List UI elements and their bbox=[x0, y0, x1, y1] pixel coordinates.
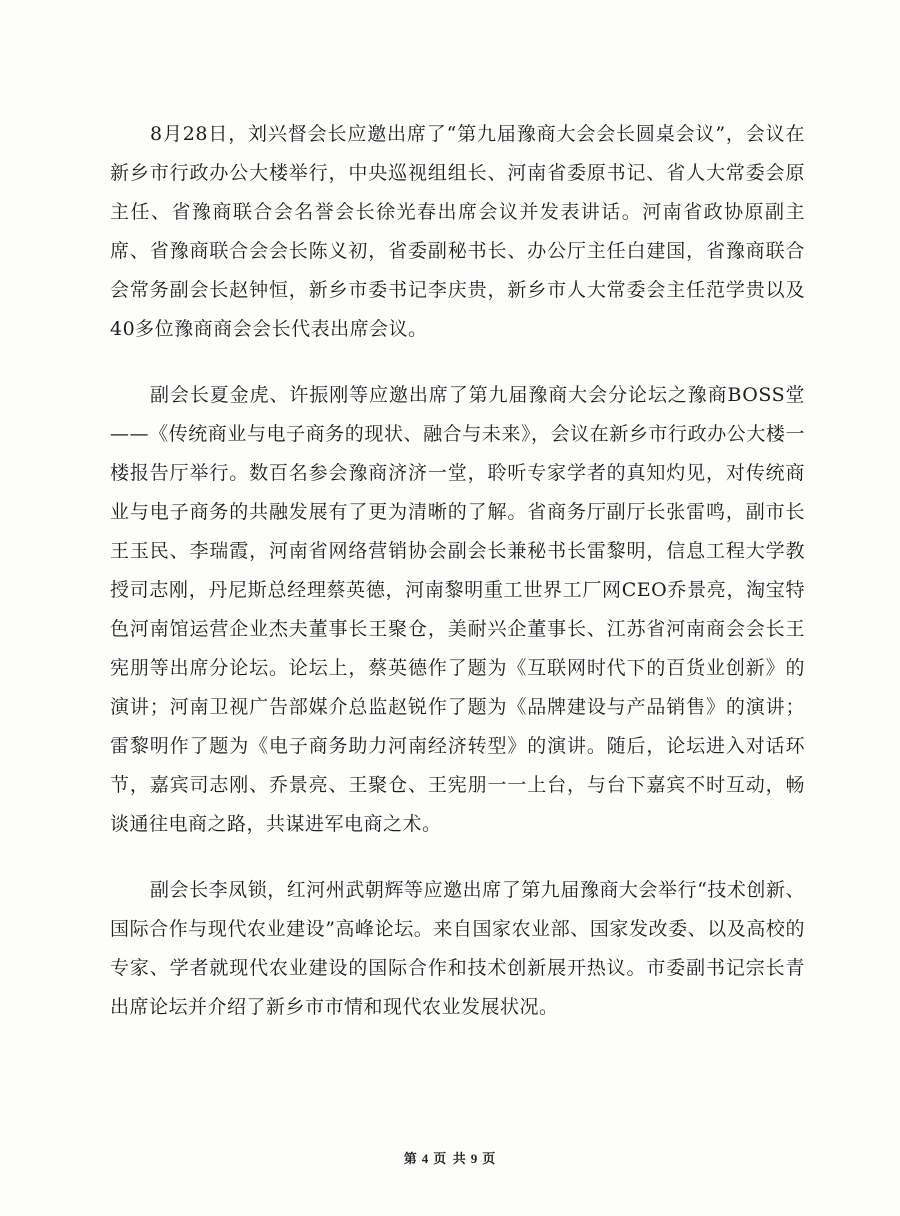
paragraph-agriculture-forum: 副会长李凤锁，红河州武朝辉等应邀出席了第九届豫商大会举行“技术创新、国际合作与现代农业建设”高峰论坛。来自国家农业部、国家发改委、以及高校的专家、学者就现代农业建设的国际合作和技术创新展开热议。市委副书记宗长青出席论坛并介绍了新乡市市情和现代农业发展状况。 bbox=[110, 879, 805, 1018]
document-body bbox=[110, 115, 805, 1027]
current-page-number: 4 bbox=[421, 1151, 430, 1166]
footer-middle: 页 共 bbox=[433, 1152, 467, 1167]
paragraph-roundtable-meeting: 8月28日，刘兴督会长应邀出席了“第九届豫商大会会长圆桌会议”，会议在新乡市行政办公大楼举行，中央巡视组组长、河南省委原书记、省人大常委会原主任、省豫商联合会名誉会长徐光春出席会议并发表讲话。河南省政协原副主席、省豫商联合会会长陈义初，省委副秘书长、办公厅主任白建国，省豫商联合会常务副会长赵钟恒，新乡市委书记李庆贵，新乡市人大常委会主任范学贵以及40多位豫商商会会长代表出席会议。 bbox=[110, 123, 805, 340]
paragraph-boss-forum: 副会长夏金虎、许振刚等应邀出席了第九届豫商大会分论坛之豫商BOSS堂——《传统商业与电子商务的现状、融合与未来》，会议在新乡市行政办公大楼一楼报告厅举行。数百名参会豫商济济一堂，聆听专家学者的真知灼见，对传统商业与电子商务的共融发展有了更为清晰的了解。省商务厅副厅长张雷鸣，副市长王玉民、李瑞霞，河南省网络营销协会副会长兼秘书长雷黎明，信息工程大学教授司志刚，丹尼斯总经理蔡英德，河南黎明重工世界工厂网CEO乔景亮，淘宝特色河南馆运营企业杰夫董事长王聚仓，美耐兴企董事长、江苏省河南商会会长王宪朋等出席分论坛。论坛上，蔡英德作了题为《互联网时代下的百货业创新》的演讲；河南卫视广告部媒介总监赵锐作了题为《品牌建设与产品销售》的演讲；雷黎明作了题为《电子商务助力河南经济转型》的演讲。随后，论坛进入对话环节，嘉宾司志刚、乔景亮、王聚仓、王宪朋一一上台，与台下嘉宾不时互动，畅谈通往电商之路，共谋进军电商之术。 bbox=[110, 384, 805, 835]
page-number-footer bbox=[0, 1148, 900, 1167]
footer-suffix: 页 bbox=[482, 1152, 497, 1167]
total-page-number: 9 bbox=[470, 1151, 479, 1166]
footer-prefix: 第 bbox=[403, 1152, 418, 1167]
